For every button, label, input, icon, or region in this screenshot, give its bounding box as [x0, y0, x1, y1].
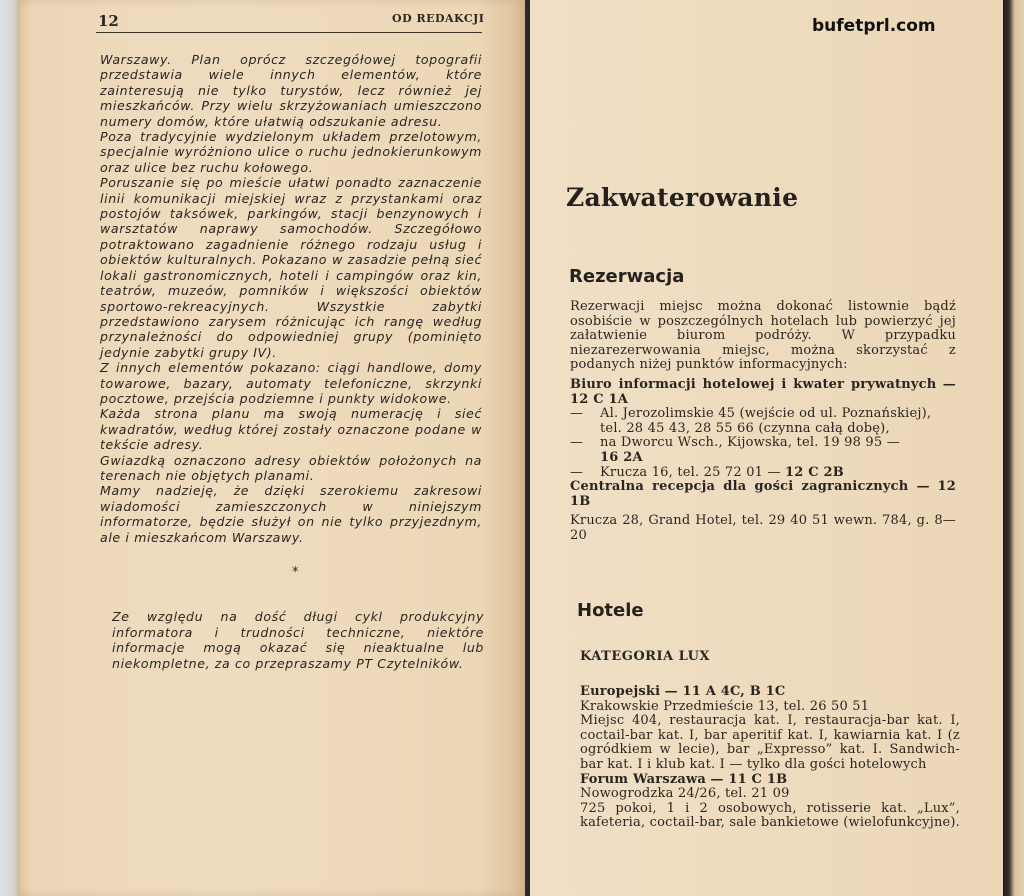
central-reception-address: Krucza 28, Grand Hotel, tel. 29 40 51 wewn. 784, g. 8—20	[570, 513, 956, 543]
central-reception-map-ref: 12 1B	[570, 479, 956, 509]
section-separator: *	[292, 565, 299, 580]
hotel-name: Europejski	[580, 684, 661, 699]
reservation-intro: Rezerwacji miejsc można dokonać listownie bądź osobiście w poszczególnych hotelach lub powierzyć jej załatwienie biurom podróży. W przypadku niezarezerwowania miejsc, można skorzystać z podanych niżej punktów informacyjnych:	[570, 299, 956, 373]
hotel-map-ref: — 11 A 4C, B 1C	[664, 684, 786, 699]
header-rule	[96, 32, 482, 33]
hotel-address: Nowogrodzka 24/26, tel. 21 09	[580, 786, 790, 802]
page-edge-shadow	[1003, 0, 1024, 896]
hotel-description: Miejsc 404, restauracja kat. I, restauracja-bar kat. I, coctail-bar kat. I, bar aperitif kat. I, kawiarnia kat. I (z ogródkiem w lecie), bar „Expresso” kat. I. Sandwich-bar kat. I i klub kat. I — tylko dla gości hotelowych	[580, 713, 960, 772]
hotel-address: Krakowskie Przedmieście 13, tel. 26 50 51	[580, 698, 870, 714]
background-edge	[0, 0, 22, 896]
section-heading-hotels: Hotele	[577, 600, 644, 621]
hotel-name: Forum Warszawa	[580, 771, 707, 787]
location-map-ref: 12 C 2B	[785, 464, 844, 480]
dash: —	[570, 435, 584, 451]
paragraph: Poruszanie się po mieście ułatwi ponadto zaznaczenie linii komunikacji miejskiej wraz z przystankami oraz postojów taksówek, parkingów, stacji benzynowych i warsztatów naprawy samochodów. Szczegółowo potraktowano zagadnienie różnego rodzaju usług i obiektów kulturalnych. Pokazano w zasadzie pełną sieć lokali gastronomicznych, hoteli i campingów oraz kin, teatrów, muzeów, pomników i większości obiektów sportowo-rekreacyjnych. Wszystkie zabytki przedstawiono zarysem różnicując ich rangę według przynależności do odpowiedniej grupy (pominięto jedynie zabytki grupy IV).	[100, 175, 482, 360]
location-text: na Dworcu Wsch., Kijowska, tel. 19 98 95 —	[600, 435, 900, 451]
location-text: Krucza 16, tel. 25 72 01 —	[600, 464, 781, 480]
hotel-map-ref: — 11 C 1B	[710, 771, 788, 787]
hotel-entry	[580, 773, 960, 831]
paragraph: Każda strona planu ma swoją numerację i sieć kwadratów, według której zostały oznaczone podane w tekście adresy.	[100, 406, 482, 453]
section-heading-reservation: Rezerwacja	[569, 266, 685, 287]
bureau-location	[570, 407, 956, 436]
watermark: bufetprl.com	[812, 16, 936, 36]
location-map-ref: 16 2A	[600, 449, 643, 465]
hotel-description: 725 pokoi, 1 i 2 osobowych, rotisserie kat. „Lux”, kafeteria, coctail-bar, sale bankietowe (wielofunkcyjne).	[580, 800, 961, 831]
paragraph: Gwiazdką oznaczono adresy obiektów położonych na terenach nie objętych planami.	[100, 452, 482, 483]
bureau-entry	[570, 378, 956, 407]
central-reception-entry	[570, 480, 956, 509]
page-number: 12	[98, 12, 119, 30]
bureau-name: Biuro informacji hotelowej i kwater prywatnych	[570, 376, 937, 392]
central-reception-name: Centralna recepcja dla gości zagranicznych —	[570, 479, 930, 495]
category-heading: KATEGORIA LUX	[580, 649, 711, 664]
editorial-text	[100, 52, 482, 545]
bureau-location	[570, 436, 956, 465]
dash: —	[570, 406, 584, 422]
paragraph: Warszawy. Plan oprócz szczegółowej topografii przedstawia wiele innych elementów, które zainteresują nie tylko turystów, lecz również jej mieszkańców. Przy wielu skrzyżowaniach umieszczono numery domów, które ułatwią odszukanie adresu.	[100, 52, 482, 129]
running-header: OD REDAKCJI	[392, 12, 485, 25]
reservation-body	[570, 300, 956, 544]
chapter-title: Zakwaterowanie	[566, 183, 799, 212]
dash: —	[570, 464, 584, 480]
paragraph: Mamy nadzieję, że dzięki szerokiemu zakresowi wiadomości zamieszczonych w niniejszym informatorze, będzie służył on nie tylko przyjezdnym, ale i mieszkańcom Warszawy.	[100, 483, 482, 545]
hotel-list	[580, 685, 960, 831]
bureau-location	[570, 466, 956, 481]
location-text: Al. Jerozolimskie 45 (wejście od ul. Poznańskiej), tel. 28 45 43, 28 55 66 (czynna całą dobę),	[600, 406, 932, 436]
apology-note: Ze względu na dość długi cykl produkcyjny informatora i trudności techniczne, niektóre informacje mogą okazać się nieaktualne lub niekompletne, za co przepraszamy PT Czytelników.	[112, 609, 484, 671]
bureau-map-ref: 12 C 1A	[570, 391, 629, 407]
paragraph: Z innych elementów pokazano: ciągi handlowe, domy towarowe, bazary, automaty telefoniczne, skrzynki pocztowe, przejścia podziemne i punkty widokowe.	[100, 360, 482, 406]
dash: —	[942, 376, 956, 392]
paragraph: Poza tradycyjnie wydzielonym układem przelotowym, specjalnie wyróżniono ulice o ruchu jednokierunkowym oraz ulice bez ruchu kołowego.	[100, 129, 482, 175]
hotel-entry	[580, 685, 960, 773]
